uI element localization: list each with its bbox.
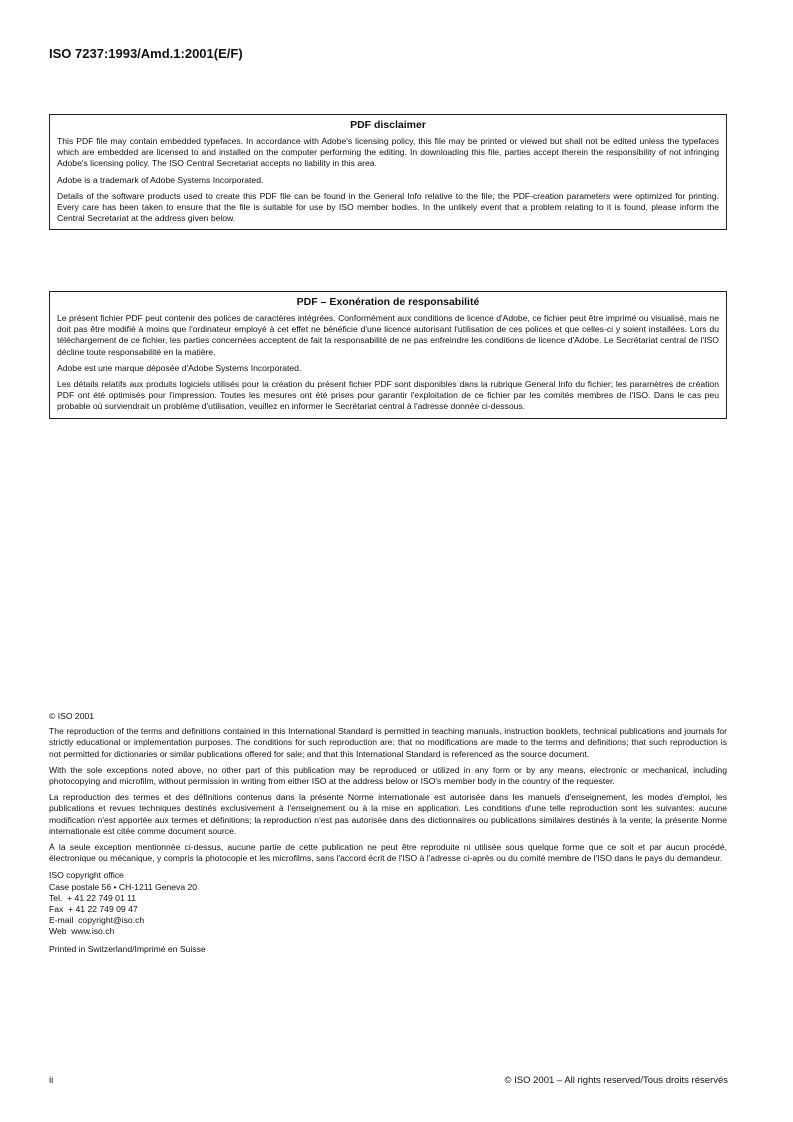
page-number: ii xyxy=(49,1075,54,1086)
pdf-exoneration-title: PDF – Exonération de responsabilité xyxy=(296,296,480,308)
copyright-paragraph: With the sole exceptions noted above, no other part of this publication may be reproduced or utilized in any form or by any means, electronic or mechanical, including photocopying and microfilm, without permission in writing from either ISO at the address below or ISO's member body in the country of the requester. xyxy=(49,764,727,787)
copyright-paragraph: The reproduction of the terms and definitions contained in this International Standard is permitted in teaching manuals, instruction booklets, technical publications and journals for strictly educational or implementation purposes. The conditions for such reproduction are: that no modifications are made to the terms and definitions; that such reproduction is not permitted for dictionaries or similar publications offered for sale; and that this International Standard is referenced as the source document. xyxy=(49,726,727,759)
pdf-disclaimer-paragraph: Adobe is a trademark of Adobe Systems Incorporated. xyxy=(57,174,264,185)
copyright-office-address xyxy=(49,870,727,937)
pdf-disclaimer-paragraph: Details of the software products used to create this PDF file can be found in the General Info relative to the file; the PDF-creation parameters were optimized for printing. Every care has been taken to ensure that the file is suitable for use by ISO member bodies. In the unlikely event that a problem relating to it is found, please inform the Central Secretariat at the address given below. xyxy=(57,190,719,224)
pdf-disclaimer-title: PDF disclaimer xyxy=(350,119,426,131)
address-line: Fax + 41 22 749 09 47 xyxy=(49,904,138,915)
pdf-disclaimer-box xyxy=(49,114,727,230)
footer-rights: © ISO 2001 – All rights reserved/Tous droits réservés xyxy=(504,1075,728,1086)
copyright-section xyxy=(49,711,727,955)
document-id: ISO 7237:1993/Amd.1:2001(E/F) xyxy=(49,46,243,61)
pdf-exoneration-box xyxy=(49,291,727,419)
pdf-exoneration-paragraph: Le présent fichier PDF peut contenir des polices de caractères intégrées. Conformément aux conditions de licence d'Adobe, ce fichier peut être imprimé ou visualisé, mais ne doit pas être modifié à moins que l'ordinateur employé à cet effet ne bénéficie d'une licence autorisant l'utilisation de ces polices et que celles-ci y soient installées. Lors du téléchargement de ce fichier, les parties concernées acceptent de fait la responsabilité de ne pas enfreindre les conditions de licence d'Adobe. Le Secrétariat central de l'ISO décline toute responsabilité en la matière. xyxy=(57,313,719,357)
pdf-exoneration-paragraph: Les détails relatifs aux produits logiciels utilisés pour la création du présent fichier PDF sont disponibles dans la rubrique General Info du fichier; les paramètres de création PDF ont été optimisés pour l'impression. Toutes les mesures ont été prises pour garantir l'exploitation de ce fichier par les comités membres de l'ISO. Dans le cas peu probable où surviendrait un problème d'utilisation, veuillez en informer le Secrétariat central à l'adresse donnée ci-dessous. xyxy=(57,379,719,412)
copyright-paragraph: La reproduction des termes et des définitions contenus dans la présente Norme internationale est autorisée dans les manuels d'enseignement, les modes d'emploi, les publications et revues techniques destinés exclusivement à l'enseignement ou à la mise en application. Les conditions d'une telle reproduction sont les suivantes: aucune modification n'est apportée aux termes et définitions; la reproduction n'est pas autorisée dans des dictionnaires ou publications similaires destinés à la vente; la présente Norme internationale est citée comme document source. xyxy=(49,792,727,836)
address-line: Web www.iso.ch xyxy=(49,926,115,937)
address-line: E-mail copyright@iso.ch xyxy=(49,915,145,926)
address-line: Tel. + 41 22 749 01 11 xyxy=(49,892,137,903)
printed-in-line: Printed in Switzerland/Imprimé en Suisse xyxy=(49,943,206,954)
address-line: ISO copyright office xyxy=(49,870,124,881)
copyright-paragraph: À la seule exception mentionnée ci-dessus, aucune partie de cette publication ne peut être reproduite ni utilisée sous quelque forme que ce soit et par aucun procédé, électronique ou mécanique, y compris la photocopie et les microfilms, sans l'accord écrit de l'ISO à l'adresse ci-après ou du comité membre de l'ISO dans le pays du demandeur. xyxy=(49,842,727,864)
copyright-symbol-line: © ISO 2001 xyxy=(49,711,95,721)
pdf-exoneration-paragraph: Adobe est une marque déposée d'Adobe Systems Incorporated. xyxy=(57,362,302,373)
address-line: Case postale 56 • CH-1211 Geneva 20 xyxy=(49,881,198,892)
pdf-disclaimer-paragraph: This PDF file may contain embedded typefaces. In accordance with Adobe's licensing policy, this file may be printed or viewed but shall not be edited unless the typefaces which are embedded are licensed to and installed on the computer performing the editing. In downloading this file, parties accept therein the responsibility of not infringing Adobe's licensing policy. The ISO Central Secretariat accepts no liability in this area. xyxy=(57,136,719,169)
